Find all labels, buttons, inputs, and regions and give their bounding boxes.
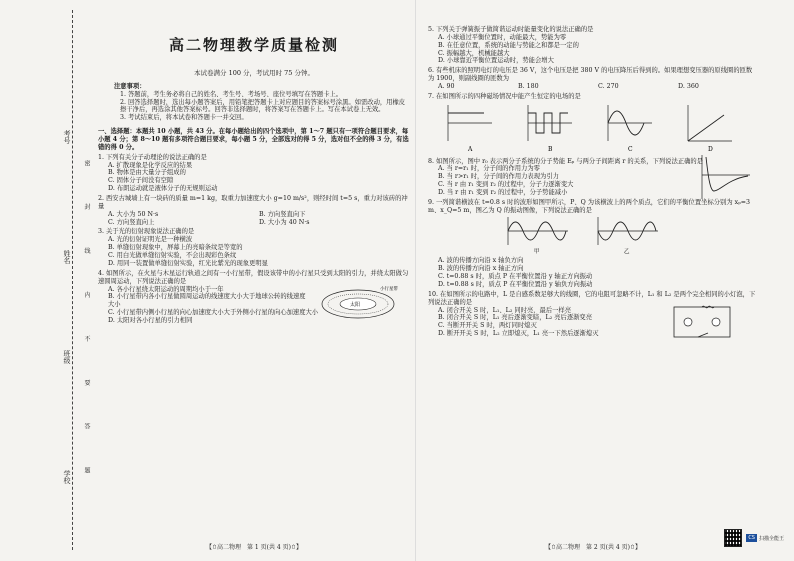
q10-option-b: B. 闭合开关 S 时，L₁ 亮后逐渐变暗，L₂ 亮后逐渐变亮: [438, 314, 593, 322]
question-5: 5. 下列关于弹簧振子做简谐运动时能量变化的说法正确的是: [428, 26, 594, 33]
q9-option-d: D. t=0.88 s 时，质点 P 在平衡位置沿 y 轴负方向振动: [438, 281, 593, 289]
q9-option-c: C. t=0.88 s 时，质点 P 在平衡位置沿 y 轴正方向振动: [438, 273, 593, 281]
q2-options-row-1: [108, 211, 410, 219]
q2-option-a: A. 大小为 50 N·s: [108, 210, 159, 218]
q10-circuit-diagram: [668, 303, 738, 343]
svg-text:B: B: [548, 145, 553, 153]
question-2: 2. 西安古城墙上有一块砖的质量 m=1 kg，取重力加速度大小 g=10 m/s²，则经时间 t=5 s，重力对该砖的冲量: [98, 195, 408, 210]
question-4: 4. 如图所示，在火星与木星运行轨道之间有一小行星带，假设该带中的小行星只受到太阳的引力，并绕太阳做匀速圆周运动，下列说法正确的是: [98, 269, 409, 285]
page-divider: [415, 0, 416, 561]
binding-strip: [0, 0, 96, 561]
fig4-belt-label: 小行星带: [380, 286, 398, 292]
xuexiao-label: 学校: [63, 470, 71, 484]
q10-option-c: C. 当断开开关 S 时，两灯同时熄灭: [438, 322, 537, 330]
question-6: 6. 有些机床的照明电灯的电压是 36 V，这个电压是把 380 V 的电压降压后得到的。如果理想变压器的原线圈的匝数为 1900，则副线圈的匝数为: [428, 67, 753, 83]
question-9: 9. 一列简谐横波在 t=0.8 s 时的波形如图甲所示，P、Q 为该横波上的两个质点，它们的平衡位置坐标分别为 xₚ=3 m、x_Q=5 m，图乙为 Q 的振动图像，下列说法正确的是: [428, 198, 750, 214]
scanner-watermark: [724, 529, 784, 547]
notes-title: 注意事项：: [114, 82, 146, 90]
q10-option-a: A. 闭合开关 S 时，L₁、L₂ 同时亮，最后一样亮: [438, 306, 572, 314]
q5-option-b: B. 在任意位置，系统的动能与势能之和都是一定的: [438, 41, 579, 49]
svg-text:D: D: [708, 145, 713, 153]
q4-option-a: A. 各小行星绕太阳运动的周期均小于一年: [108, 285, 224, 293]
q8-option-d: D. 当 r 由 r₁ 变到 r₂ 的过程中，分子势能减小: [438, 189, 568, 197]
q10-option-d: D. 断开开关 S 时，L₂ 立即熄灭，L₁ 亮一下然后逐渐熄灭: [438, 330, 599, 338]
q1-option-d: D. 布朗运动就是液体分子的无规则运动: [108, 185, 218, 193]
q8-option-a: A. 当 r=r₁ 时，分子间的作用力为零: [438, 165, 540, 173]
question-8: 8. 如图所示，图中 r₀ 表示两分子系统的分子势能 Eₚ 与两分子间距离 r 的关系，下列说法正确的是: [428, 157, 703, 165]
section-1-heading: 一、选择题：本题共 10 小题，共 43 分。在每小题给出的四个选项中，第 1～7 题只有一项符合题目要求，每小题 4 分；第 8～10 题有多项符合题目要求，每小题 5 分，全部选对的得 5 分，选对但不全的得 3 分，有选错的得 0 分。: [98, 128, 409, 151]
q1-option-c: C. 固体分子间没有空隙: [108, 177, 174, 185]
q4-option-b: B. 小行星带内各小行星做圆周运动的线速度大小大于地球公转的线速度大小: [108, 293, 306, 309]
q4-option-d: D. 太阳对各小行星的引力相同: [108, 316, 193, 324]
q3-option-b: B. 单缝衍射现象中，屏幕上的亮暗条纹是等宽的: [108, 244, 243, 252]
q2-option-b: B. 方向竖直向下: [259, 210, 306, 218]
q5-option-a: A. 小球通过平衡位置时，动能最大，势能为零: [438, 33, 567, 41]
note-1: 1. 答题前，考生务必将自己的姓名、考生号、考场号、座位号填写在答题卡上。: [120, 90, 343, 98]
q5-option-c: C. 振幅越大，机械能越大: [438, 49, 510, 57]
xingming-label: 姓名: [63, 250, 71, 264]
q6-option-c: C. 270: [598, 83, 619, 91]
svg-text:A: A: [468, 145, 473, 153]
question-7: 7. 在如图所示的四种磁场情况中能产生恒定的电场的是: [428, 92, 581, 100]
q6-option-b: B. 180: [518, 83, 539, 91]
page-2-footer: 【⇧高二物理 第 2 页(共 4 页)⇧】: [544, 544, 641, 551]
q7-graph-d: [688, 105, 732, 153]
q10-block: [428, 307, 758, 338]
svg-text:C: C: [628, 145, 633, 153]
camscanner-label: 扫描全能王: [758, 535, 784, 542]
page-1: [98, 6, 410, 325]
question-3: 3. 关于光的衍射现象说法正确的是: [98, 228, 195, 236]
q7-graph-a: [448, 105, 492, 153]
note-3: 3. 考试结束后，将本试卷和答题卡一并交回。: [120, 114, 248, 122]
q1-option-b: B. 物体是由大量分子组成的: [108, 169, 186, 177]
qr-code-icon: [724, 529, 742, 547]
camscanner-badge: CS: [748, 535, 755, 541]
exam-subtitle: 本试卷满分 100 分，考试用时 75 分钟。: [194, 68, 314, 77]
q8-potential-energy-graph: [698, 155, 752, 201]
q6-option-a: A. 90: [438, 83, 455, 91]
note-2: 2. 回答选择题时，选出每小题答案后，用铅笔把答题卡上对应题目的答案标号涂黑。如需改动，用橡皮擦干净后，再选涂其他答案标号。回答非选择题时，将答案写在答题卡上。写在本试卷上无效。: [120, 98, 406, 114]
q5-option-d: D. 小球靠近平衡位置运动时，势能会增大: [438, 57, 554, 65]
q9-option-b: B. 波的传播方向沿 x 轴正方向: [438, 265, 524, 273]
q9-figures: [428, 215, 758, 255]
q8-option-b: B. 当 r>r₁ 时，分子间的作用力表现为引力: [438, 173, 559, 181]
svg-text:乙: 乙: [624, 248, 630, 255]
q7-graph-b: [528, 105, 572, 153]
q7-figures: [428, 101, 758, 153]
q1-option-a: A. 扩散现象是化学反应的结果: [108, 161, 193, 169]
kaohao-label: 考号: [63, 130, 71, 144]
q7-graph-c: [608, 105, 652, 153]
q4-option-c: C. 小行星带内侧小行星的向心加速度大小大于外侧小行星的向心加速度大小: [108, 309, 319, 317]
q8-option-c: C. 当 r 由 r₁ 变到 r₂ 的过程中，分子力逐渐变大: [438, 181, 574, 189]
question-1: 1. 下列有关分子动理论的说法正确的是: [98, 153, 207, 161]
exam-title: 高二物理教学质量检测: [168, 36, 339, 54]
question-10: 10. 在如图所示的电路中，L 是自感系数足够大的线圈，它的电阻可忽略不计，L₁ 和 L₂ 是两个完全相同的小灯泡，下列说法正确的是: [428, 290, 756, 306]
seal-line-text: 密 封 线 内 不 要 答 题: [83, 160, 90, 492]
q9-vibration-graph: [598, 217, 658, 255]
q2-option-d: D. 大小为 40 N·s: [259, 218, 310, 226]
q6-options: [438, 83, 758, 91]
q3-option-d: D. 用同一装置做单缝衍射实验，红光比紫光的现象更明显: [108, 259, 268, 267]
q2-options-row-2: [108, 219, 410, 227]
q9-option-a: A. 波的传播方向沿 x 轴负方向: [438, 257, 524, 265]
fig4-sun-label: 太阳: [350, 301, 361, 308]
q3-option-a: A. 光的衍射证明光是一种横波: [108, 236, 193, 244]
page-1-footer: 【⇧高二物理 第 1 页(共 4 页)⇧】: [205, 544, 302, 551]
q4-block: [98, 286, 410, 325]
banji-label: 班级: [63, 350, 71, 364]
page-2: [428, 6, 758, 338]
seal-line: [72, 10, 73, 550]
q6-option-d: D. 360: [678, 83, 699, 91]
svg-text:甲: 甲: [534, 248, 540, 255]
asteroid-belt-figure: [320, 284, 406, 324]
q8-block: [428, 165, 758, 196]
q3-option-c: C. 用白光做单缝衍射实验，不会出现彩色条纹: [108, 252, 237, 260]
q9-wave-graph: [508, 217, 568, 255]
q2-option-c: C. 方向竖直向上: [108, 218, 155, 226]
